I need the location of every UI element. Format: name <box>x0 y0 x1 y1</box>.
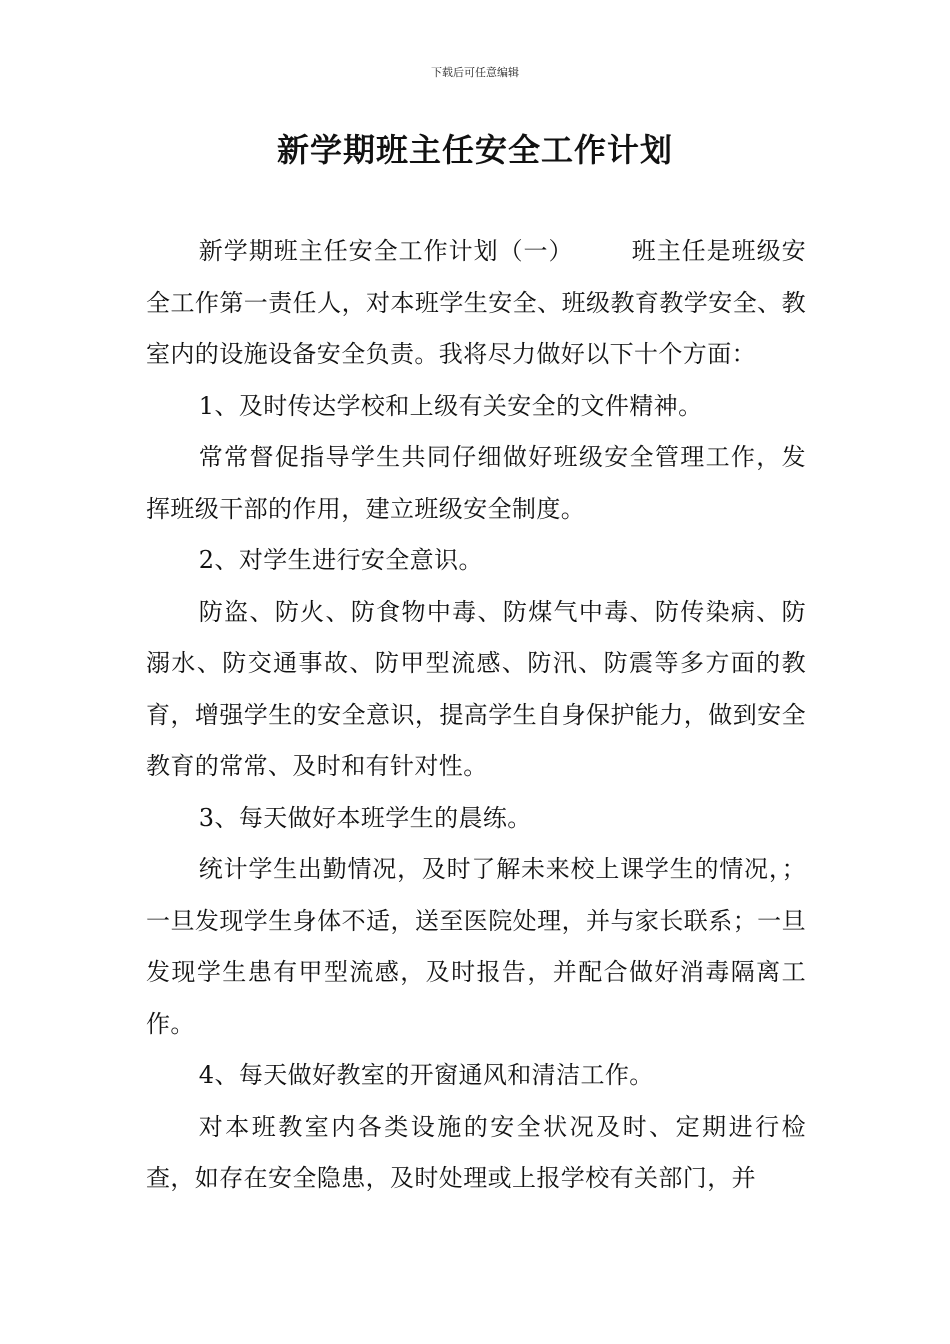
paragraph-item-2: 2、对学生进行安全意识。 <box>198 546 483 574</box>
paragraph-item-3-detail: 统计学生出勤情况，及时了解未来校上课学生的情况，；一旦发现学生身体不适，送至医院处理，并与家长联系；一旦发现学生患有甲型流感，及时报告，并配合做好消毒隔离工作。 <box>146 855 806 1038</box>
intro-text: 班主任是班级安全工作第一责任人，对本班学生安全、班级教育教学安全、教室内的设施设备安全负责。我将尽力做好以下十个方面： <box>146 237 806 368</box>
paragraph-item-1: 1、及时传达学校和上级有关安全的文件精神。 <box>198 391 703 420</box>
document-title: 新学期班主任安全工作计划 <box>276 131 673 169</box>
paragraph-intro <box>146 226 806 381</box>
header-note: 下载后可任意编辑 <box>431 66 519 79</box>
paragraph-item-4-detail: 对本班教室内各类设施的安全状况及时、定期进行检查，如存在安全隐患，及时处理或上报学校有关部门，并 <box>146 1112 806 1192</box>
paragraph-item-2-detail: 防盗、防火、防食物中毒、防煤气中毒、防传染病、防溺水、防交通事故、防甲型流感、防汛、防震等多方面的教育，增强学生的安全意识，提高学生自身保护能力，做到安全教育的常常、及时和有针对性。 <box>146 597 806 780</box>
paragraph-item-4: 4、每天做好教室的开窗通风和清洁工作。 <box>198 1061 654 1089</box>
paragraph-item-3: 3、每天做好本班学生的晨练。 <box>198 803 532 832</box>
intro-lead: 新学期班主任安全工作计划（一） <box>198 237 574 265</box>
paragraph-item-1-detail: 常常督促指导学生共同仔细做好班级安全管理工作，发挥班级干部的作用，建立班级安全制度。 <box>146 443 806 523</box>
document-body <box>146 226 806 1205</box>
